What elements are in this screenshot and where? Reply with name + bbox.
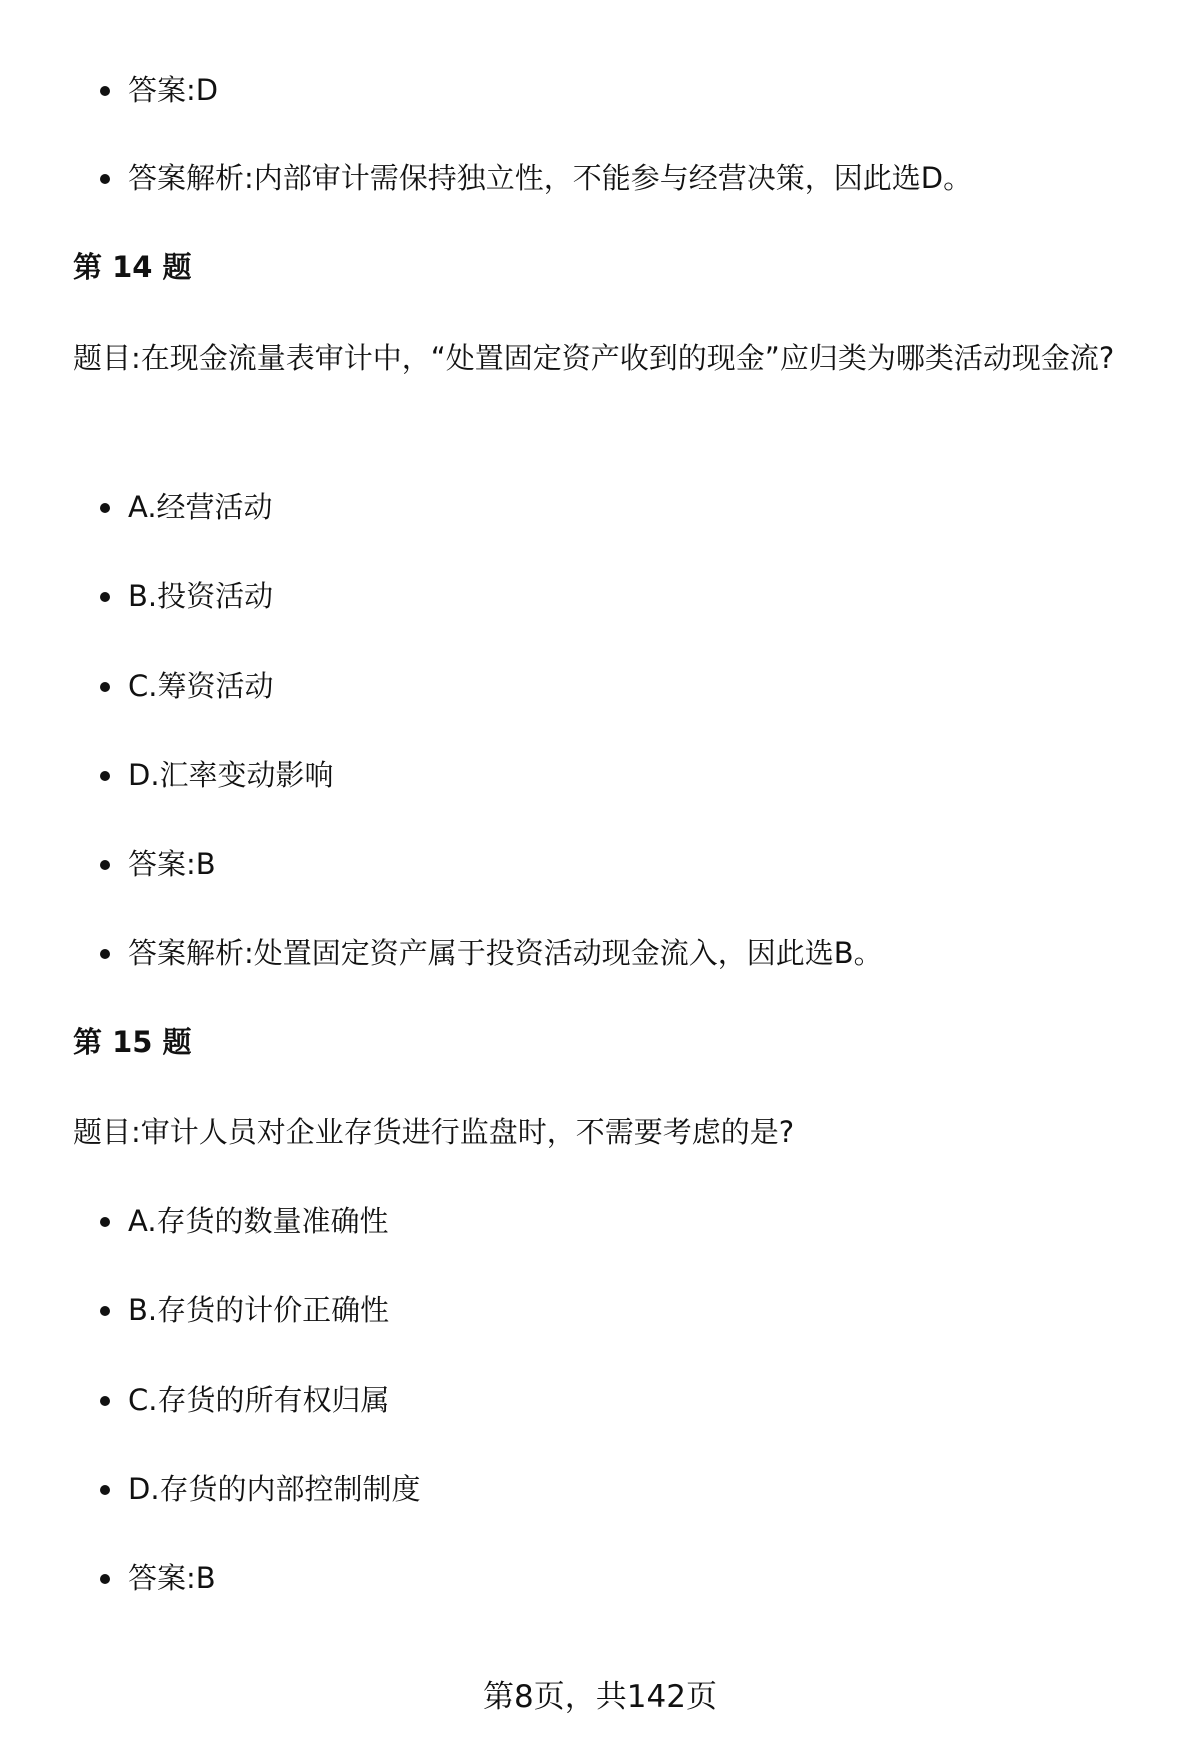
question-14-option-d: D.汇率变动影响 [128, 755, 334, 795]
question-15-answer: 答案:B [128, 1558, 216, 1598]
question-15-option-d: D.存货的内部控制制度 [128, 1469, 421, 1509]
question-14-heading: 第 14 题 [73, 250, 192, 284]
question-14-option-c: C.筹资活动 [128, 666, 273, 706]
prev-explanation: 答案解析:内部审计需保持独立性，不能参与经营决策，因此选D。 [128, 158, 972, 198]
question-15-text: 题目:审计人员对企业存货进行监盘时，不需要考虑的是? [73, 1115, 795, 1149]
question-15-option-c: C.存货的所有权归属 [128, 1380, 389, 1420]
question-14-text: 题目:在现金流量表审计中，“处置固定资产收到的现金”应归类为哪类活动现金流? [73, 341, 1115, 375]
question-14-answer: 答案:B [128, 844, 216, 884]
prev-answer: 答案:D [128, 70, 218, 110]
question-15-option-a: A.存货的数量准确性 [128, 1201, 389, 1241]
question-14-option-a: A.经营活动 [128, 487, 273, 527]
question-14-option-b: B.投资活动 [128, 576, 273, 616]
page-number-footer: 第8页，共142页 [483, 1679, 717, 1715]
question-15-heading: 第 15 题 [73, 1025, 192, 1059]
question-15-option-b: B.存货的计价正确性 [128, 1290, 389, 1330]
question-14-explanation: 答案解析:处置固定资产属于投资活动现金流入，因此选B。 [128, 933, 883, 973]
